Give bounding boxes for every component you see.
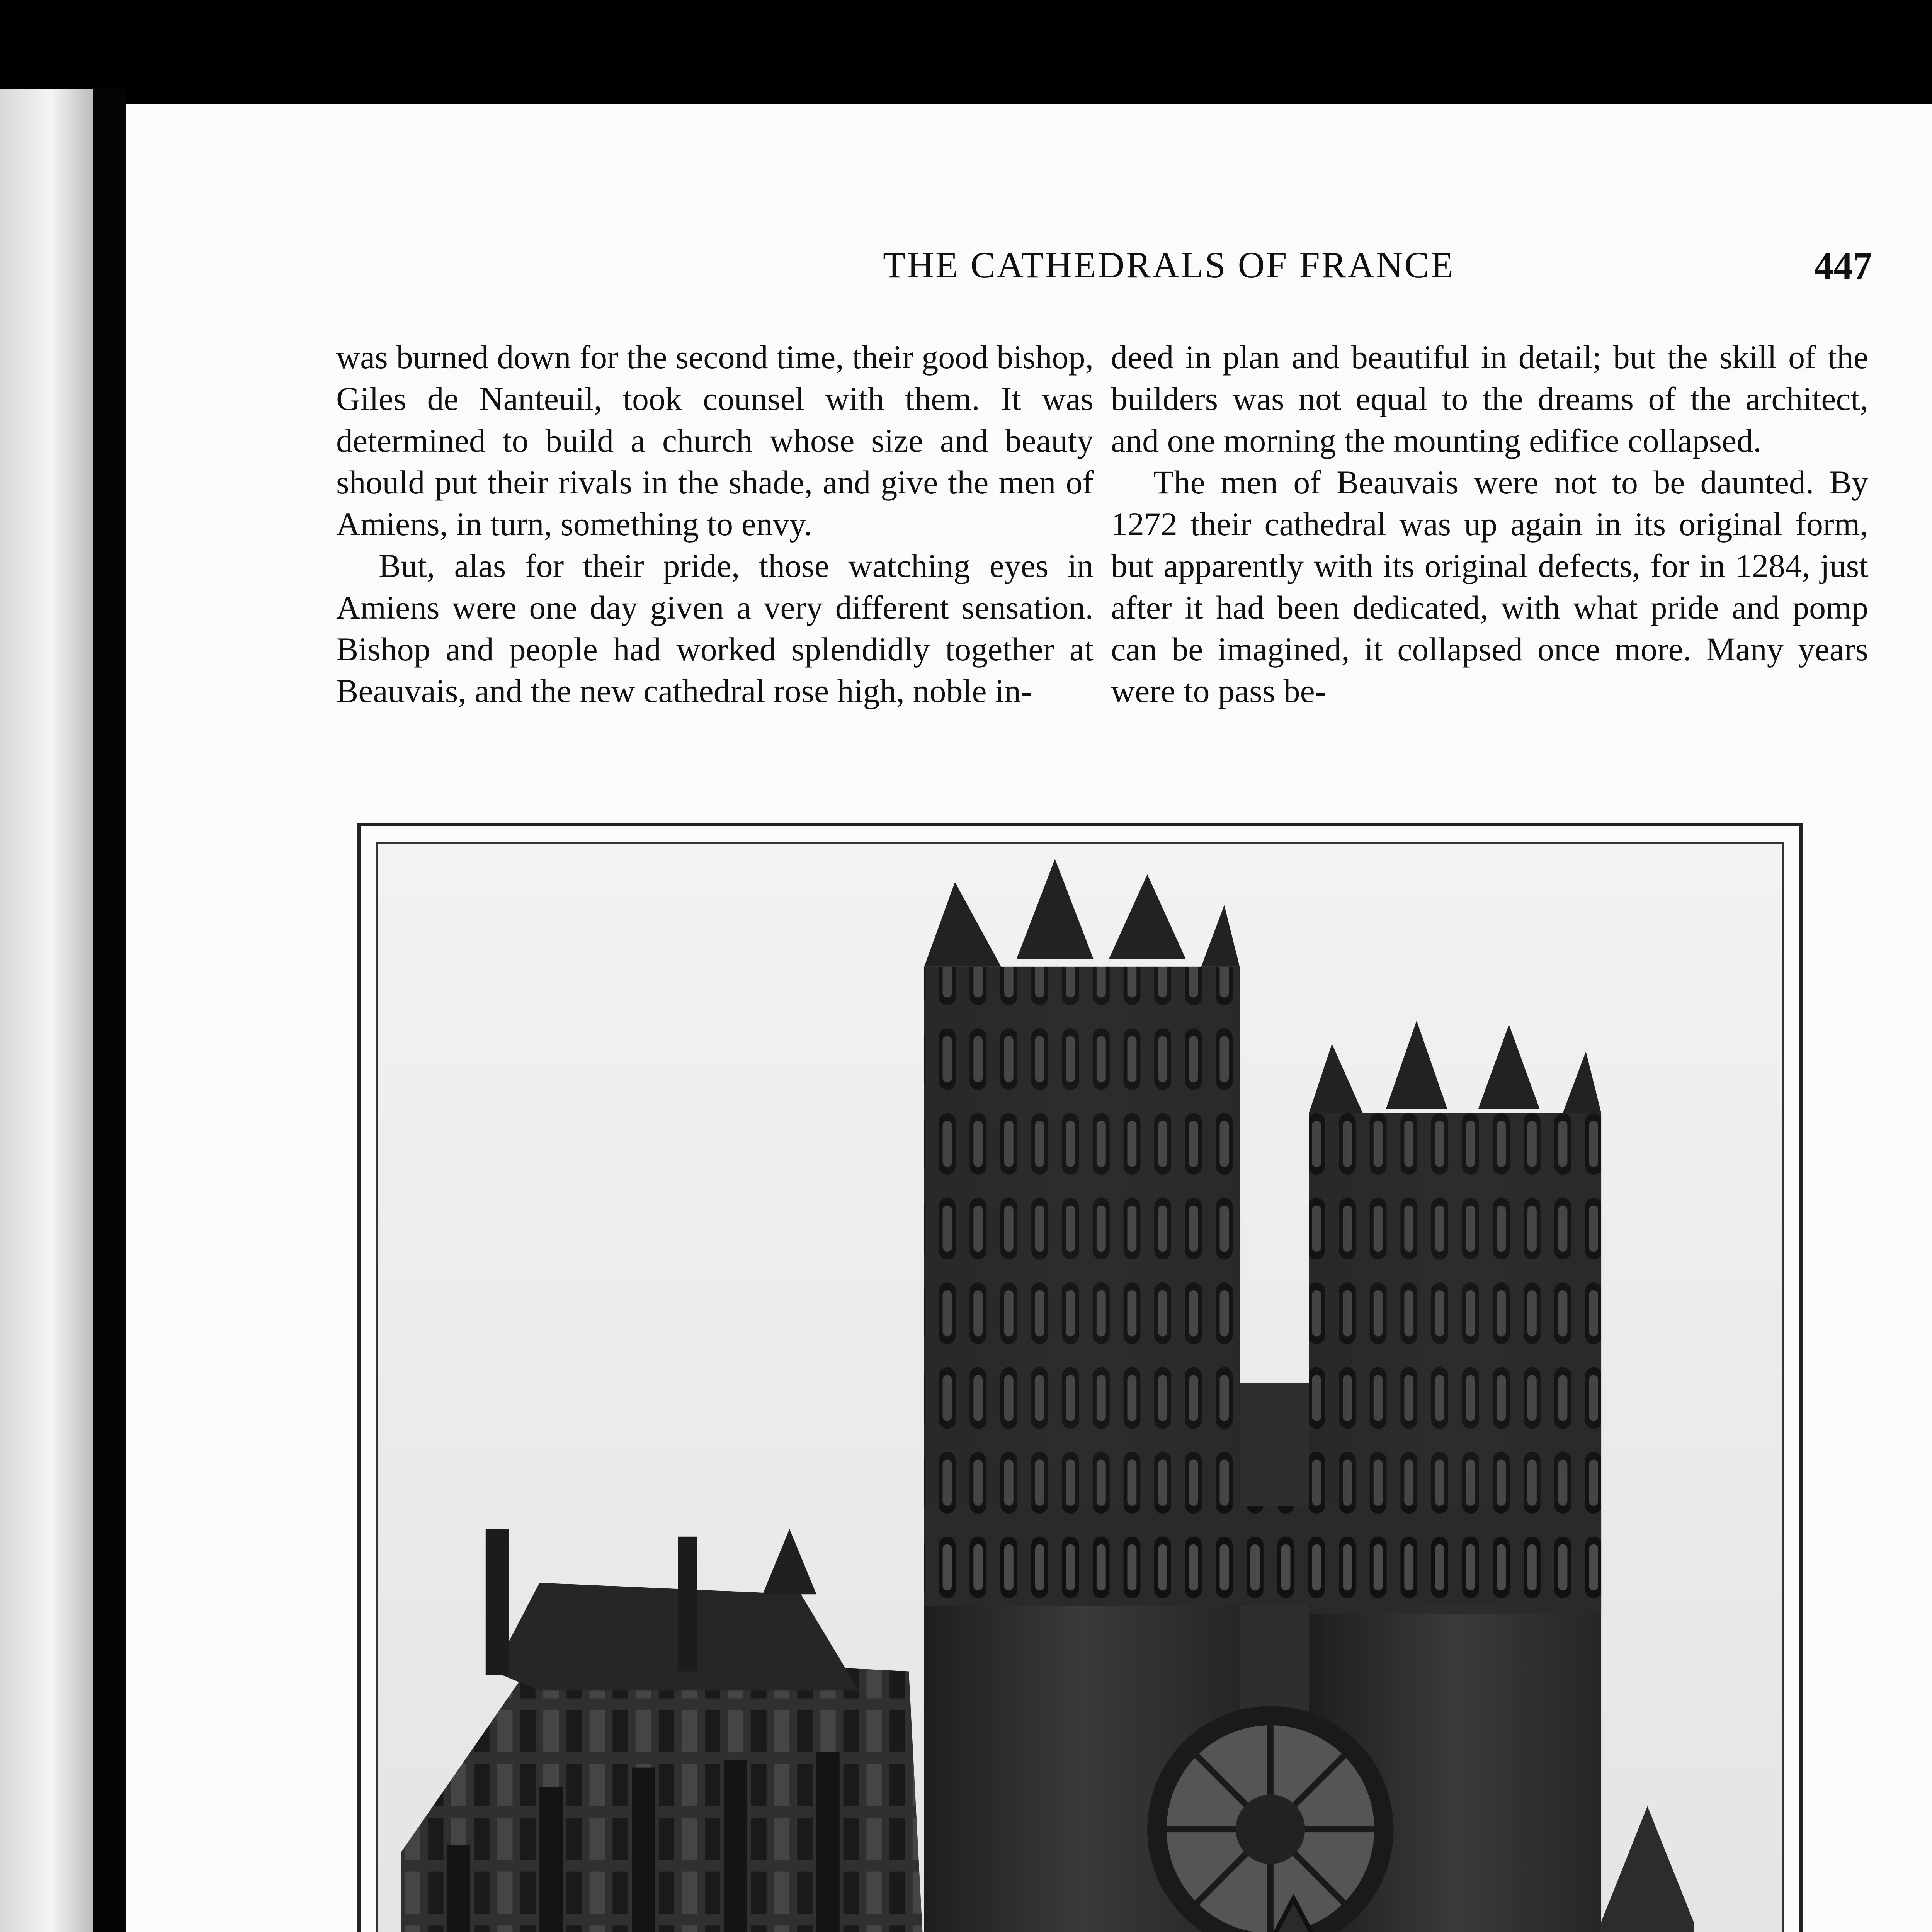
paragraph: The men of Beauvais were not to be daunted. By 1272 their cathedral was up again in its original form, but apparently with its original defects, for in 1284, just after it had been dedicated, with what pride and pomp can be imagined, it collapsed once more. Many years were to pass be- — [1111, 464, 1868, 709]
running-title: THE CATHEDRALS OF FRANCE — [883, 244, 1455, 286]
paragraph: was burned down for the second time, their good bishop, Giles de Nanteuil, took counsel with them. It was determined to build a church whose size and beauty should put their rivals in the shade, and give the men of Amiens, in turn, something to envy. — [336, 338, 1094, 543]
book-page — [126, 104, 1932, 1932]
page-number: 447 — [1814, 244, 1872, 287]
book-gutter — [93, 89, 126, 1932]
paragraph: But, alas for their pride, those watching eyes in Amiens were one day given a very different sensation. Bishop and people had worked splendidly together at Beauvais, and the new cathedral rose high, noble in- — [336, 547, 1094, 709]
cathedral-photograph — [378, 844, 1782, 1932]
paragraph: deed in plan and beautiful in detail; but the skill of the builders was not equal to the dreams of the architect, and one morning the mounting edifice collapsed. — [1111, 338, 1868, 459]
photo-plate-frame — [357, 823, 1803, 1932]
text-column-right — [1111, 336, 1868, 712]
adjacent-page-edge — [0, 89, 93, 1932]
text-column-left — [336, 336, 1094, 712]
photo-plate — [376, 842, 1784, 1932]
